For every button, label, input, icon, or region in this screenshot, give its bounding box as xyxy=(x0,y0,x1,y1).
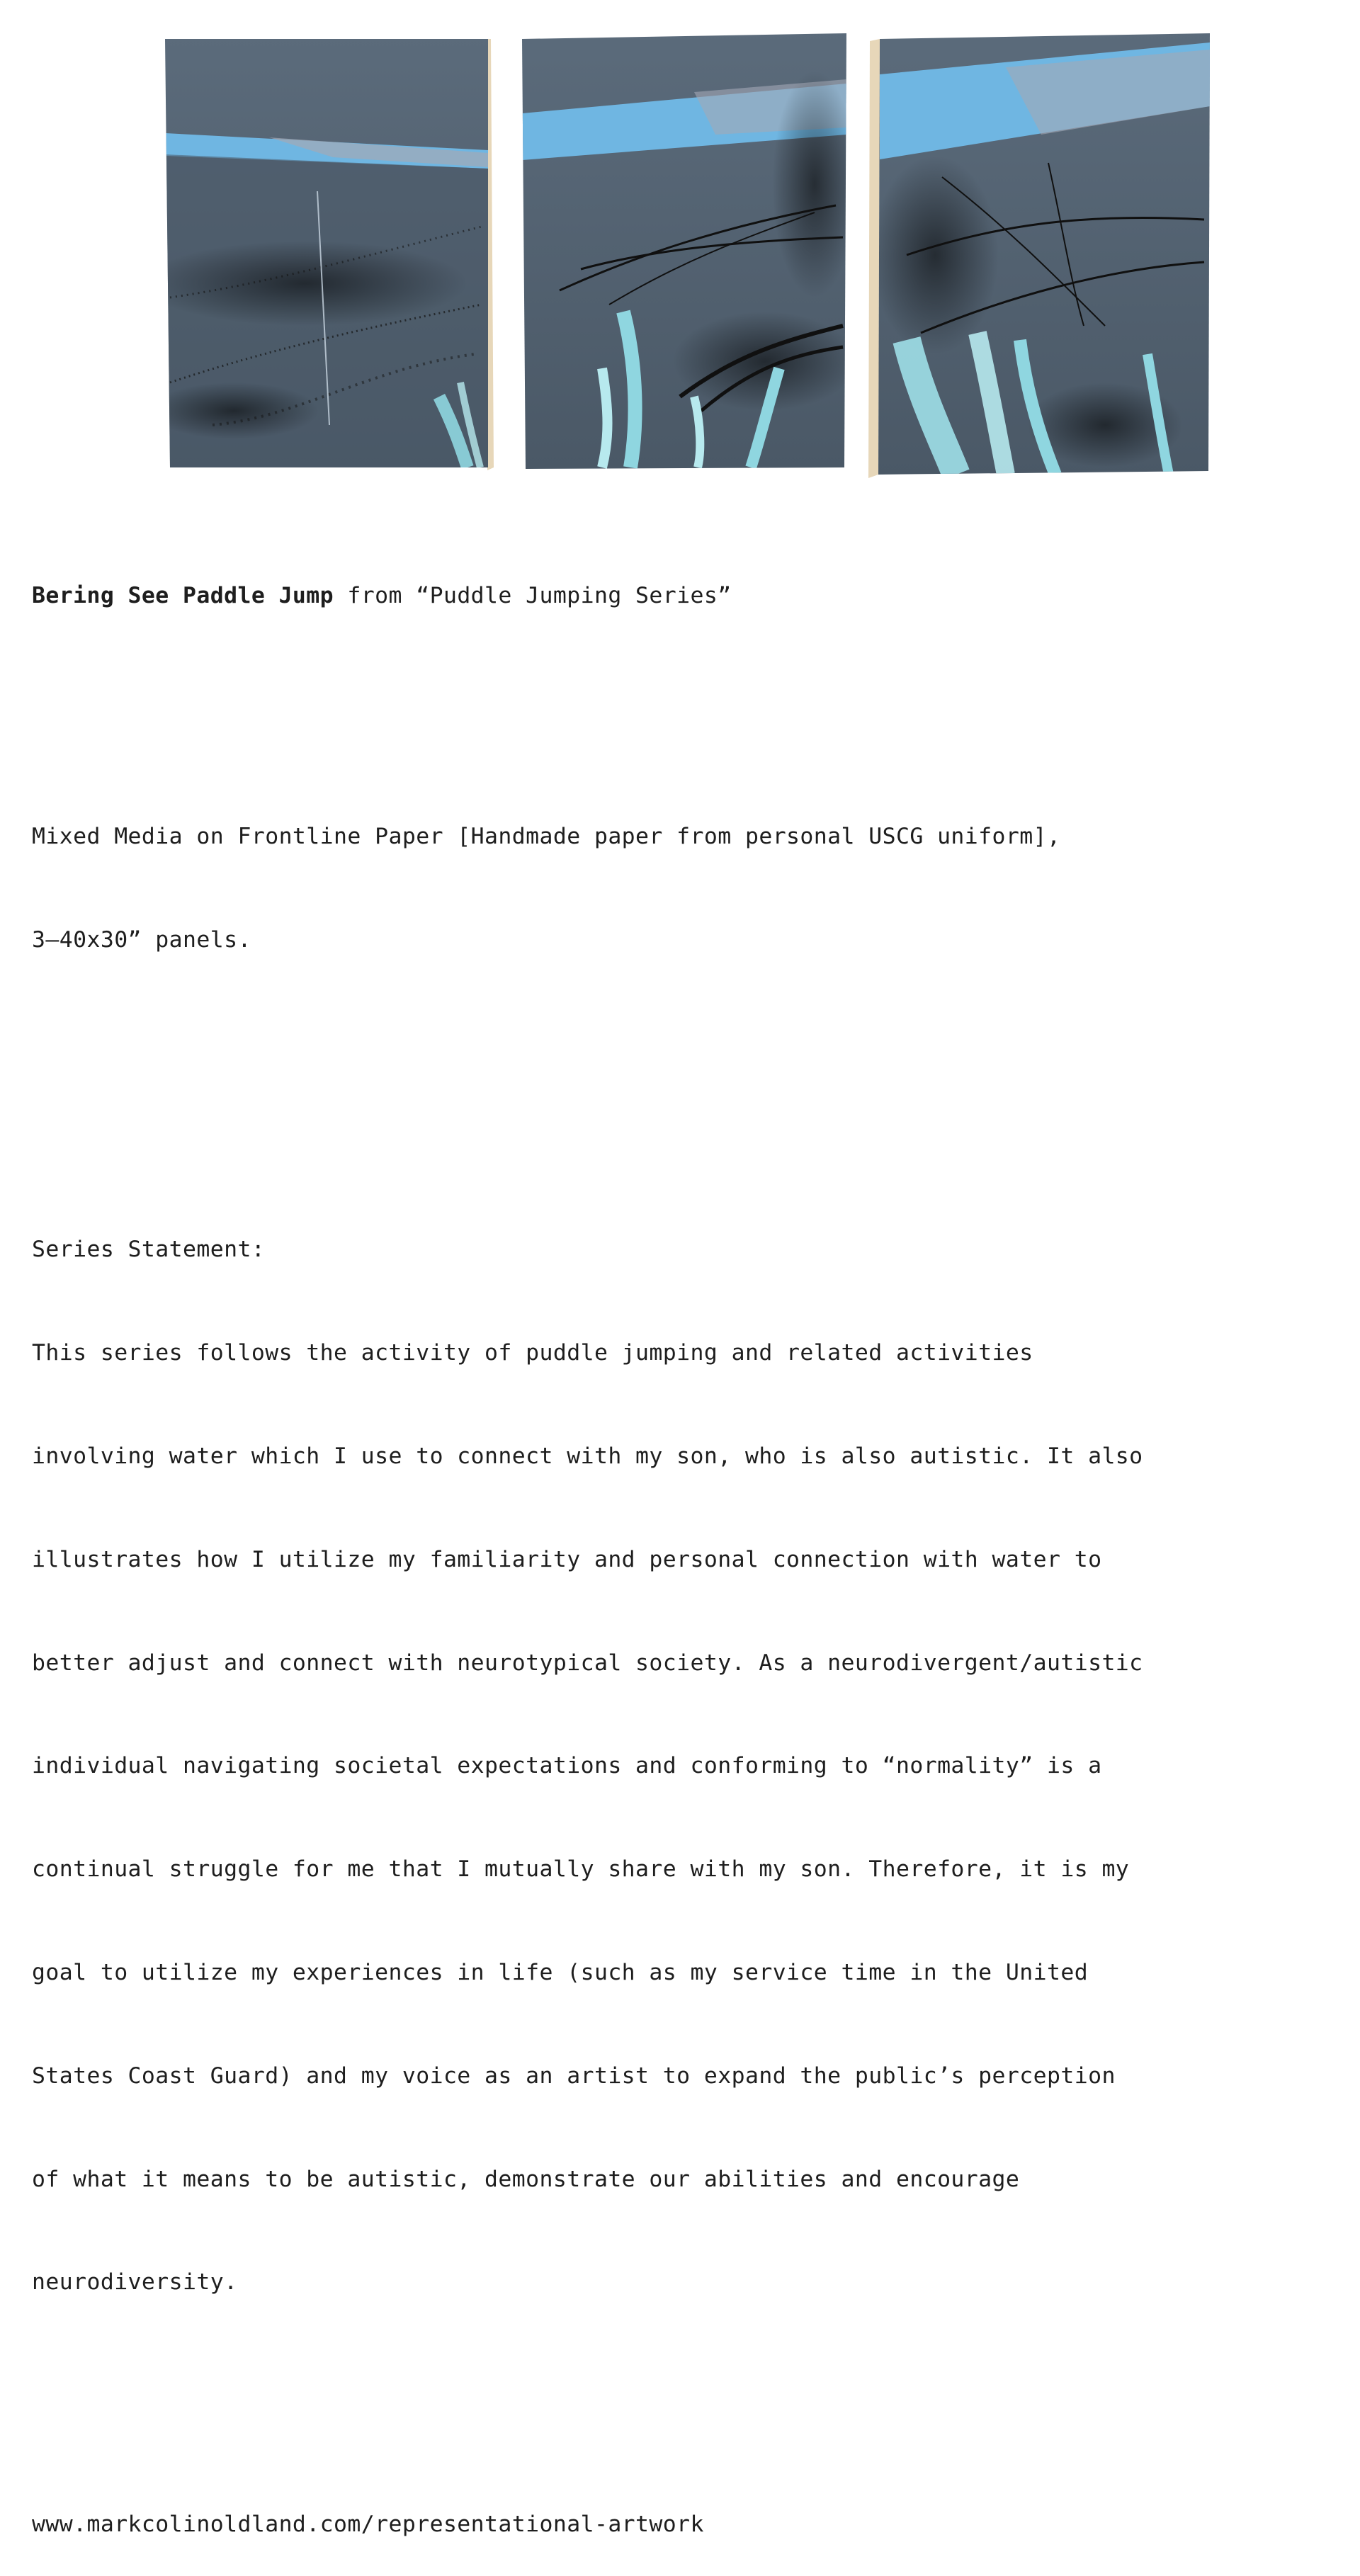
statement-line: involving water which I use to connect with my son, who is also autistic. It also xyxy=(32,1443,1143,1470)
medium-description xyxy=(32,751,1349,1026)
artwork-title-line xyxy=(32,579,1349,613)
statement-line: This series follows the activity of puddle jumping and related activities xyxy=(32,1340,1033,1366)
artist-website-url: www.markcolinoldland.com/representational-artwork xyxy=(32,2511,704,2537)
statement-line: illustrates how I utilize my familiarity and personal connection with water to xyxy=(32,1546,1102,1572)
statement-heading: Series Statement: xyxy=(32,1237,266,1263)
medium-line: Mixed Media on Frontline Paper [Handmade paper from personal USCG uniform], xyxy=(32,824,1061,850)
statement-line: States Coast Guard) and my voice as an artist to expand the public’s perception xyxy=(32,2062,1116,2089)
series-name: from “Puddle Jumping Series” xyxy=(334,583,732,609)
artwork-title: Bering See Paddle Jump xyxy=(32,583,334,609)
triptych-artwork xyxy=(0,0,1360,510)
left-panel xyxy=(142,35,494,475)
middle-panel xyxy=(517,28,857,475)
statement-line: of what it means to be autistic, demonstrate our abilities and encourage xyxy=(32,2166,1020,2192)
statement-line: individual navigating societal expectations and conforming to “normality” is a xyxy=(32,1753,1102,1779)
statement-line: neurodiversity. xyxy=(32,2269,238,2296)
statement-line: continual struggle for me that I mutually share with my son. Therefore, it is my xyxy=(32,1856,1130,1883)
artwork-caption xyxy=(32,510,1349,2576)
statement-line: better adjust and connect with neurotypical society. As a neurodivergent/autistic xyxy=(32,1650,1143,1676)
statement-line: goal to utilize my experiences in life (such as my service time in the United xyxy=(32,1959,1089,1985)
medium-line: 3–40x30” panels. xyxy=(32,927,251,953)
right-panel xyxy=(868,28,1215,482)
series-statement xyxy=(32,1164,1349,2368)
